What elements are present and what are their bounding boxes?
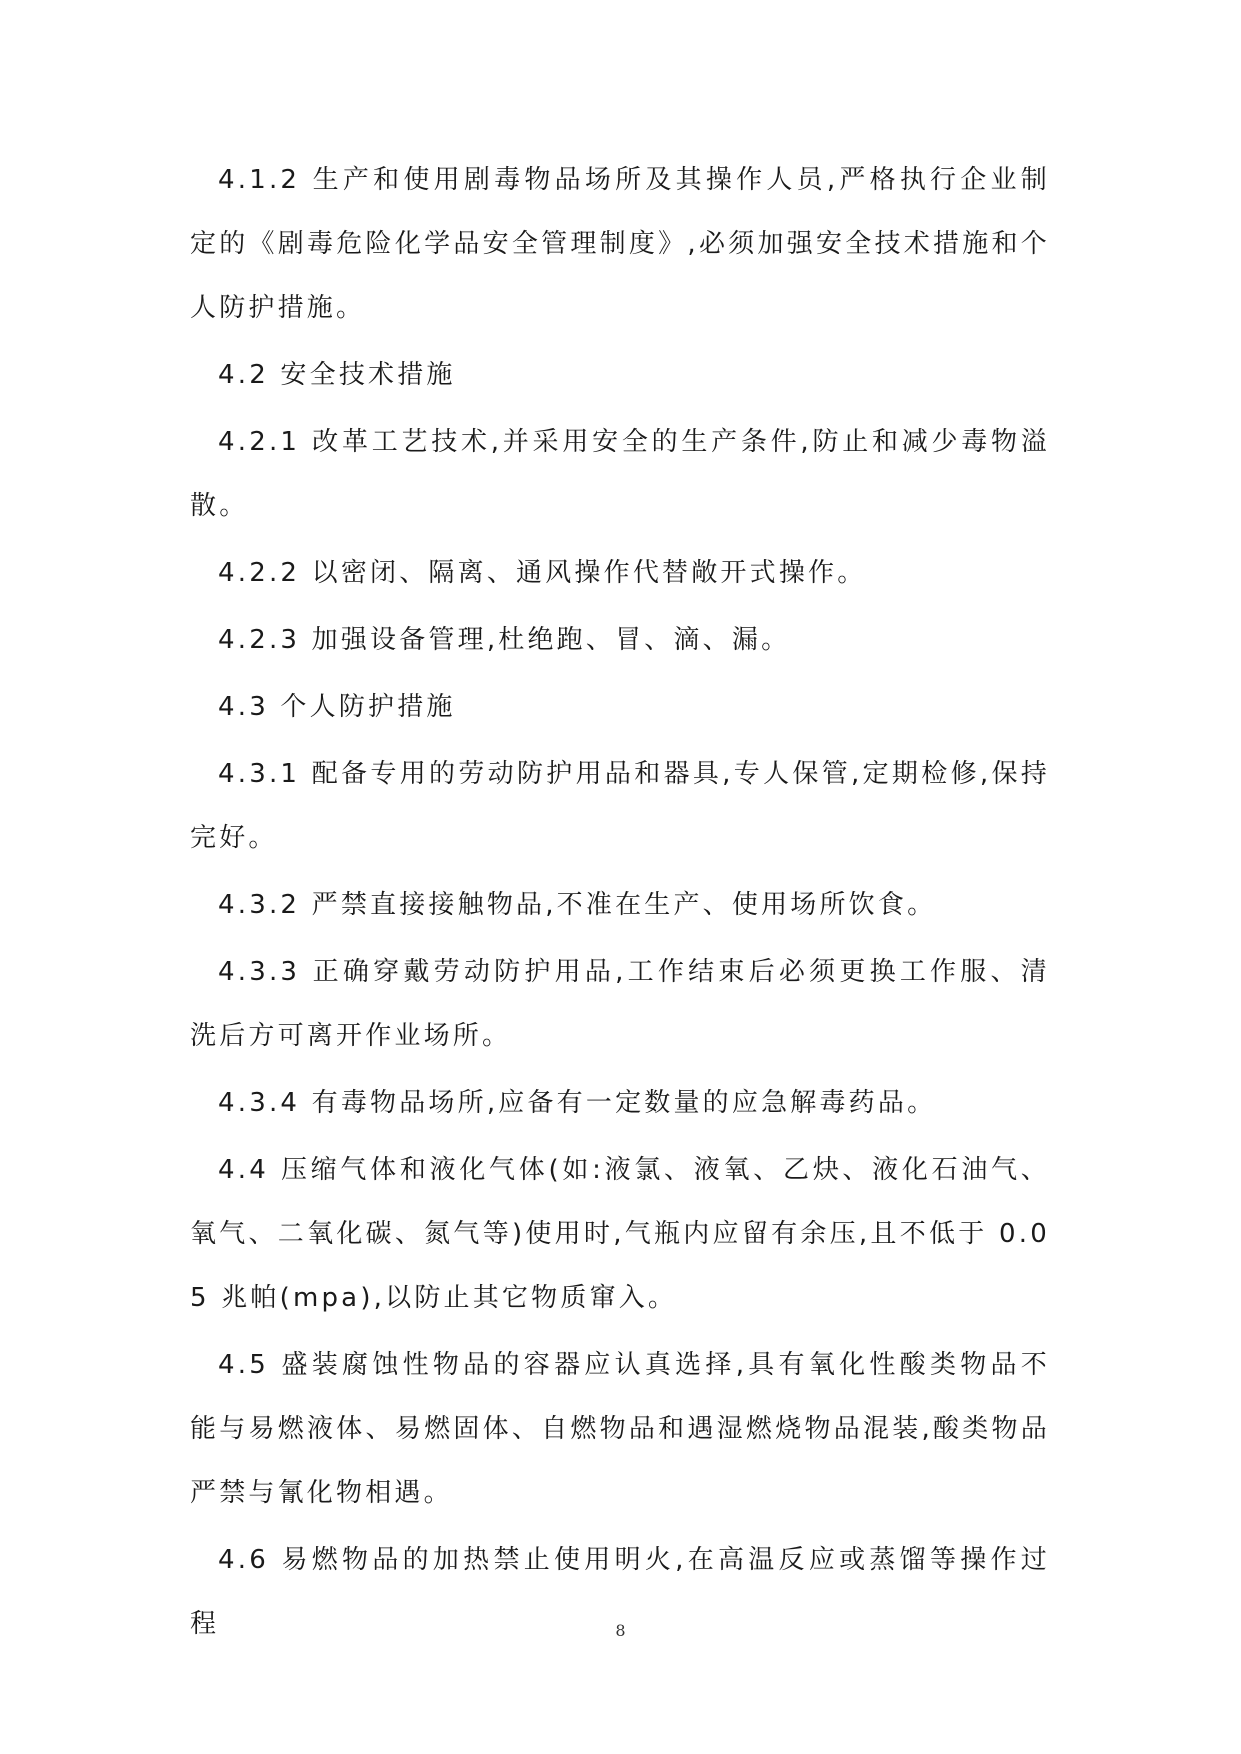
paragraph-4-5: 4.5 盛装腐蚀性物品的容器应认真选择,具有氧化性酸类物品不能与易燃液体、易燃固体、自燃物品和遇湿燃烧物品混装,酸类物品严禁与氰化物相遇。 [190,1350,1050,1508]
paragraph-4-3-4: 4.3.4 有毒物品场所,应备有一定数量的应急解毒药品。 [218,1088,937,1118]
paragraph-4-1-2: 4.1.2 生产和使用剧毒物品场所及其操作人员,严格执行企业制定的《剧毒危险化学品安全管理制度》,必须加强安全技术措施和个人防护措施。 [190,165,1050,323]
paragraph-4-2-2: 4.2.2 以密闭、隔离、通风操作代替敞开式操作。 [218,558,867,588]
document-body [190,148,1050,1659]
paragraph-4-2-1: 4.2.1 改革工艺技术,并采用安全的生产条件,防止和减少毒物溢散。 [190,427,1050,521]
page-number: 8 [615,1621,626,1640]
paragraph-4-6: 4.6 易燃物品的加热禁止使用明火,在高温反应或蒸馏等操作过程 [190,1545,1050,1639]
paragraph-4-3-1: 4.3.1 配备专用的劳动防护用品和器具,专人保管,定期检修,保持完好。 [190,759,1050,853]
paragraph-4-3-2: 4.3.2 严禁直接接触物品,不准在生产、使用场所饮食。 [218,890,937,920]
heading-4-2: 4.2 安全技术措施 [218,360,456,390]
paragraph-4-2-3: 4.2.3 加强设备管理,杜绝跑、冒、滴、漏。 [218,625,791,655]
paragraph-4-4: 4.4 压缩气体和液化气体(如:液氯、液氧、乙炔、液化石油气、氧气、二氧化碳、氮气等)使用时,气瓶内应留有余压,且不低于 0.05 兆帕(mpa),以防止其它物质窜入。 [190,1155,1050,1313]
paragraph-4-3-3: 4.3.3 正确穿戴劳动防护用品,工作结束后必须更换工作服、清洗后方可离开作业场所。 [190,957,1050,1051]
heading-4-3: 4.3 个人防护措施 [218,692,456,722]
